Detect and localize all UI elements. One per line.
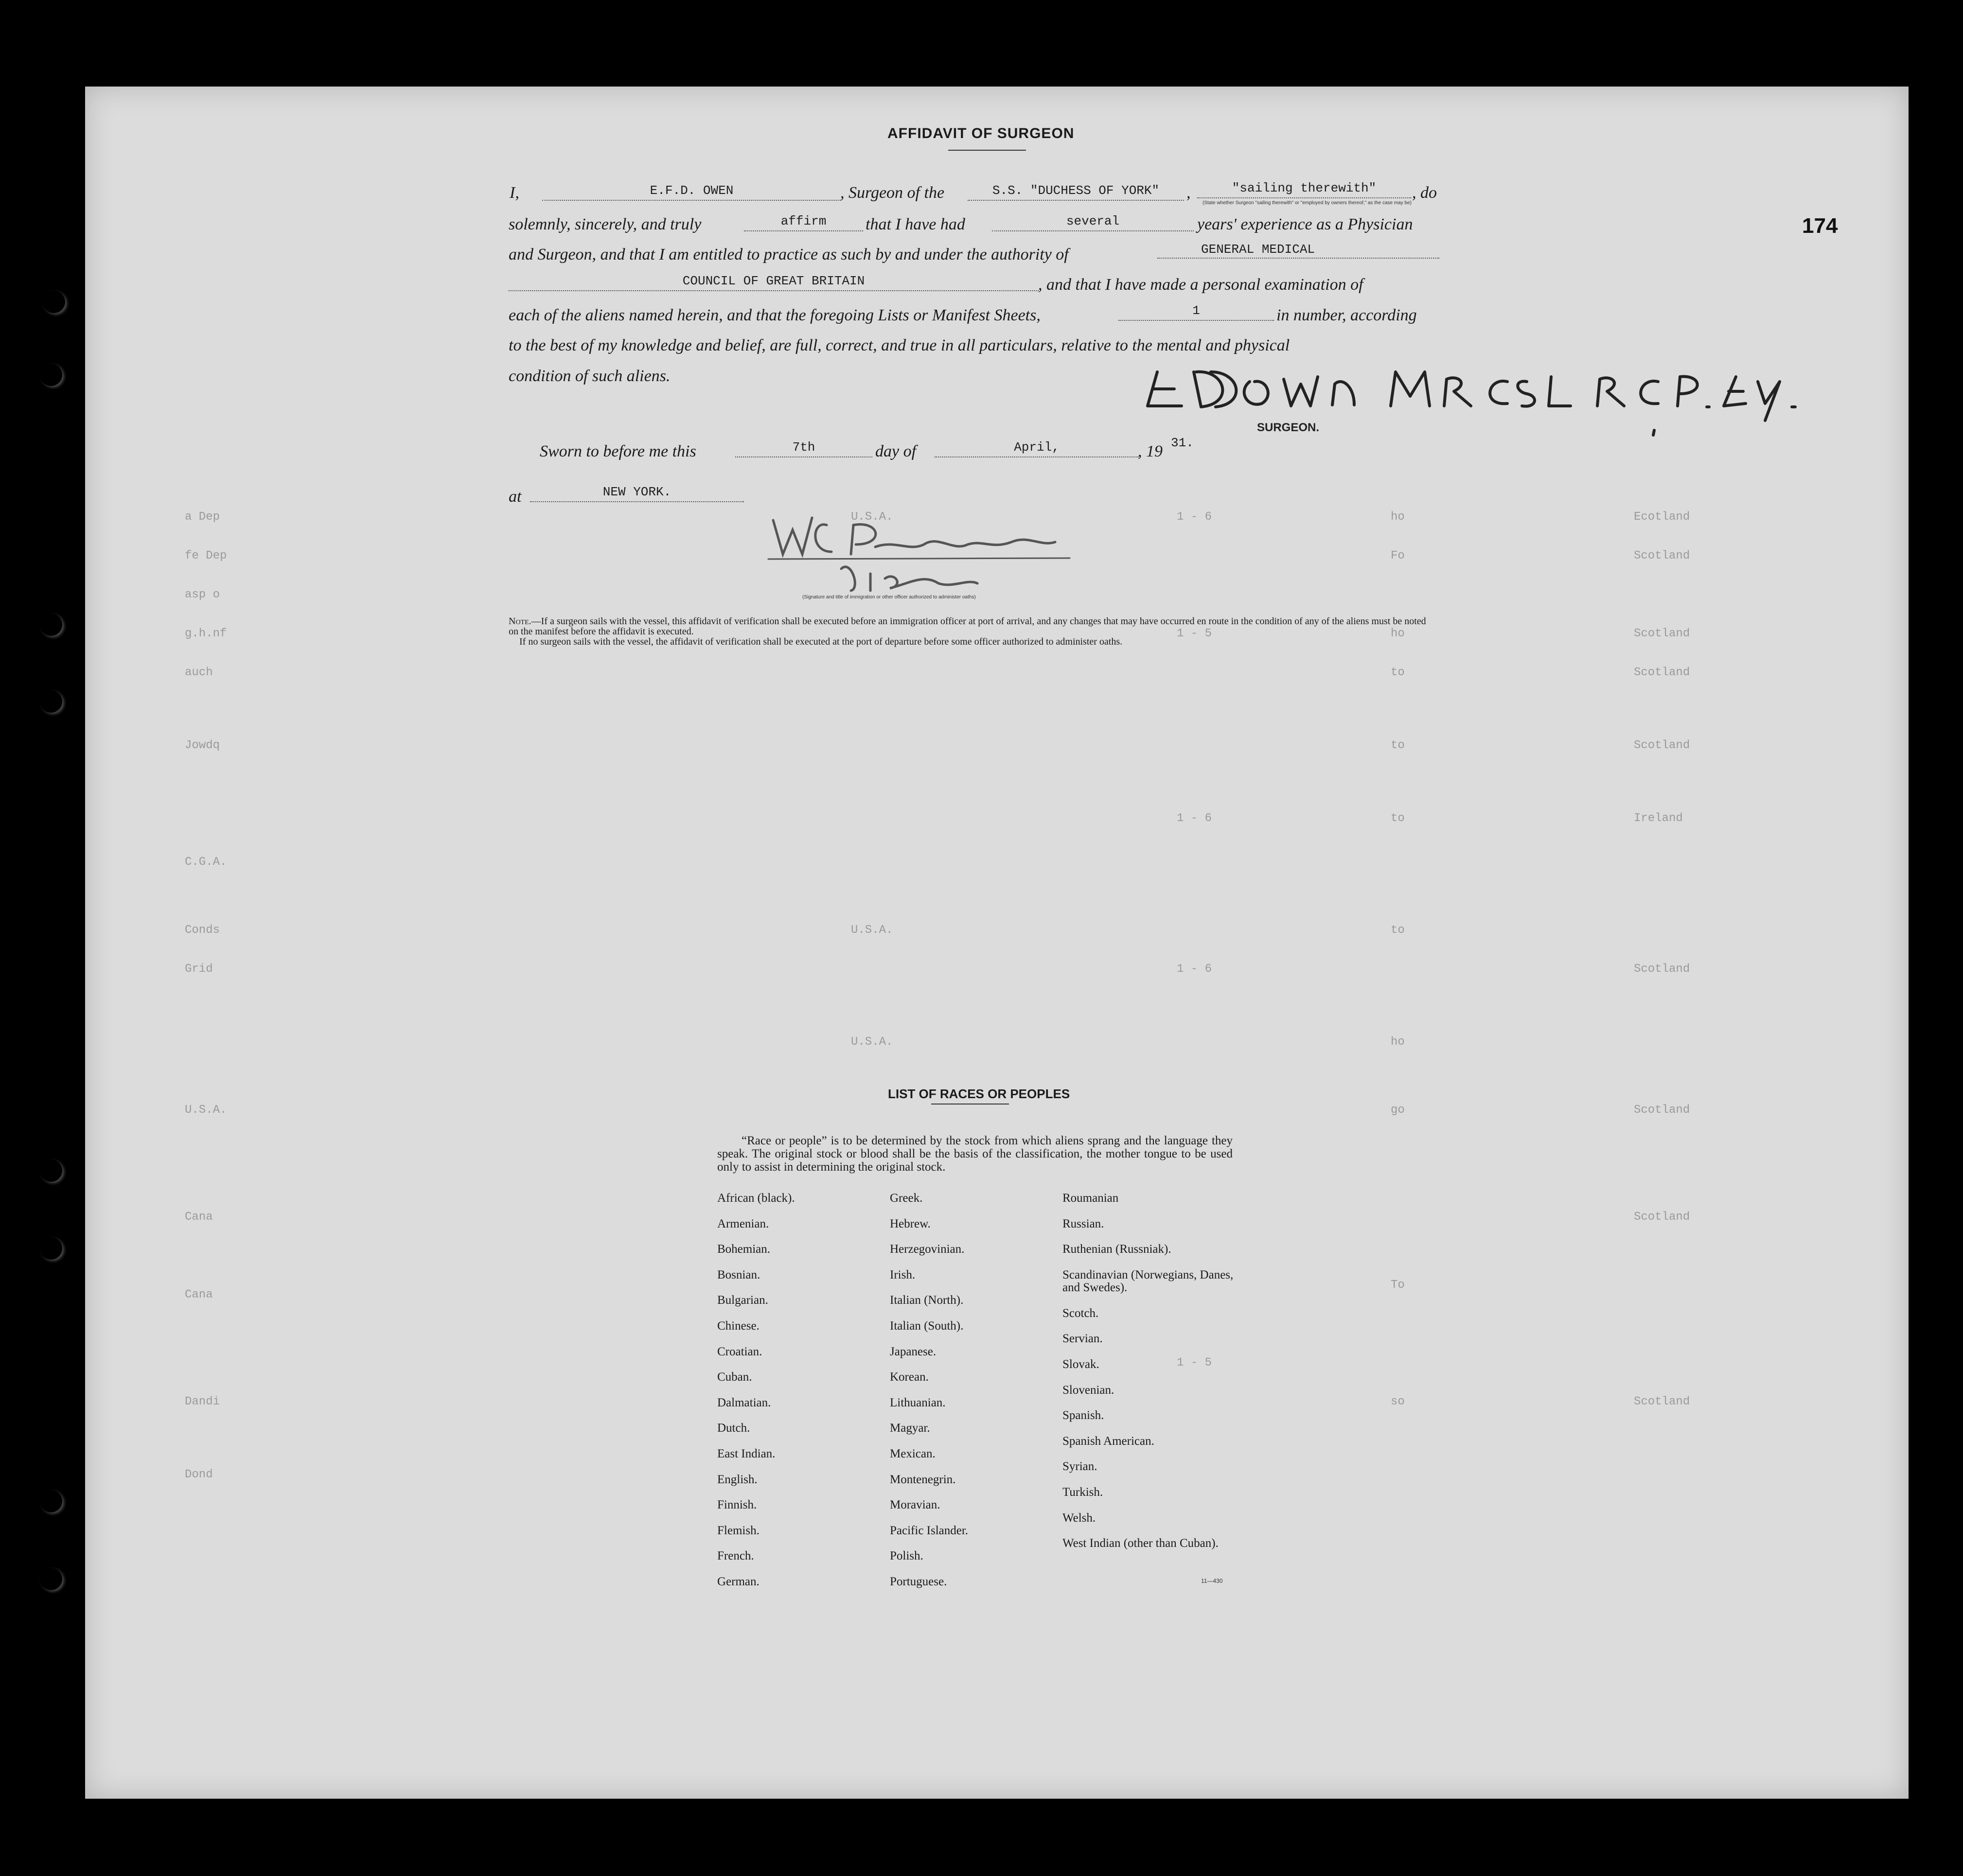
title-underline [948, 150, 1026, 151]
affidavit-text: Sworn to before me this [540, 442, 696, 460]
affidavit-text: at [509, 488, 522, 506]
surgeon-signature [1138, 362, 1799, 440]
affidavit-text: day of [875, 442, 917, 460]
authority-field-2[interactable]: COUNCIL OF GREAT BRITAIN [509, 274, 1039, 291]
races-title: LIST OF RACES OR PEOPLES [888, 1087, 1070, 1101]
affidavit-text: years' experience as a Physician [1197, 215, 1413, 233]
race-item: Greek. [890, 1192, 923, 1205]
race-item: Dutch. [717, 1421, 750, 1435]
race-item: Flemish. [717, 1524, 760, 1537]
race-item: English. [717, 1473, 758, 1486]
race-item: Irish. [890, 1268, 916, 1281]
race-item: Armenian. [717, 1217, 769, 1230]
race-item: Italian (South). [890, 1319, 964, 1332]
race-item: Dalmatian. [717, 1396, 771, 1409]
race-item: Magyar. [890, 1421, 930, 1435]
sworn-day-field[interactable]: 7th [735, 440, 872, 457]
race-item: Bulgarian. [717, 1294, 768, 1307]
form-number: 11—430 [1201, 1578, 1223, 1584]
affidavit-text: I, [510, 184, 519, 202]
sheet-count-field[interactable]: 1 [1118, 303, 1274, 321]
race-item: Polish. [890, 1549, 923, 1563]
race-item: West Indian (other than Cuban). [1062, 1537, 1219, 1550]
race-item: Ruthenian (Russniak). [1062, 1243, 1171, 1256]
years-experience-field[interactable]: several [992, 214, 1194, 231]
race-item: East Indian. [717, 1447, 776, 1460]
sworn-place-field[interactable]: NEW YORK. [530, 485, 744, 502]
races-column-3 [1062, 1192, 1247, 1563]
race-item: Italian (North). [890, 1294, 964, 1307]
race-item: French. [717, 1549, 754, 1563]
officer-signature-caption: (Signature and title of immigration or other officer authorized to administer oaths) [802, 595, 976, 600]
races-intro: “Race or people” is to be determined by the stock from which aliens sprang and the language they speak. The original stock or blood shall be the basis of the classification, the mother tongue to be used only to assist in determining the original stock. [717, 1134, 1233, 1174]
affidavit-text: solemnly, sincerely, and truly [509, 215, 702, 233]
binder-hole [40, 364, 62, 386]
affidavit-text: , do [1412, 184, 1437, 202]
affidavit-text: in number, according [1276, 306, 1417, 324]
race-item: Chinese. [717, 1319, 760, 1332]
sworn-year-field[interactable]: 31. [1171, 436, 1194, 450]
race-item: Portuguese. [890, 1575, 947, 1588]
race-item: Slovenian. [1062, 1383, 1114, 1397]
surgeon-status-field[interactable]: "sailing therewith" [1197, 181, 1411, 198]
affidavit-text: each of the aliens named herein, and that the foregoing Lists or Manifest Sheets, [509, 306, 1041, 324]
race-item: Korean. [890, 1370, 929, 1384]
sworn-month-field[interactable]: April, [935, 440, 1139, 457]
race-item: Spanish. [1062, 1409, 1104, 1422]
officer-signature [763, 506, 1104, 603]
race-item: Croatian. [717, 1345, 762, 1358]
race-item: German. [717, 1575, 760, 1588]
race-item: Lithuanian. [890, 1396, 946, 1409]
race-item: Cuban. [717, 1370, 752, 1384]
race-item: Scandinavian (Norwegians, Danes, and Swedes). [1062, 1268, 1234, 1294]
race-item: African (black). [717, 1192, 795, 1205]
binder-hole [40, 690, 62, 713]
surgeon-name-field[interactable]: E.F.D. OWEN [542, 183, 841, 201]
oath-type-field[interactable]: affirm [744, 214, 863, 231]
binder-hole [43, 291, 65, 313]
race-item: Servian. [1062, 1332, 1103, 1346]
race-item: Slovak. [1062, 1357, 1099, 1371]
race-item: Herzegovinian. [890, 1243, 965, 1256]
race-item: Montenegrin. [890, 1473, 956, 1486]
affidavit-text: , and that I have made a personal examination of [1038, 276, 1363, 294]
race-item: Spanish American. [1062, 1434, 1154, 1448]
binder-hole [40, 614, 62, 636]
affidavit-text: to the best of my knowledge and belief, are full, correct, and true in all particulars, relative to the mental and physical [509, 336, 1290, 354]
race-item: Japanese. [890, 1345, 937, 1358]
race-item: Russian. [1062, 1217, 1104, 1230]
race-item: Hebrew. [890, 1217, 931, 1230]
race-item: Turkish. [1062, 1485, 1103, 1499]
binder-hole [40, 1568, 62, 1590]
ship-name-field[interactable]: S.S. "DUCHESS OF YORK" [968, 183, 1184, 201]
race-item: Mexican. [890, 1447, 936, 1460]
binder-hole [40, 1490, 62, 1512]
authority-field-1[interactable]: GENERAL MEDICAL [1157, 242, 1439, 259]
race-item: Bohemian. [717, 1243, 771, 1256]
affidavit-text: that I have had [866, 215, 965, 233]
affidavit-text: and Surgeon, and that I am entitled to practice as such by and under the authority of [509, 245, 1069, 263]
note-text-1: —If a surgeon sails with the vessel, this affidavit of verification shall be executed before an immigration officer at port of arrival, and any changes that may have occurred en route in the condition of any of the aliens must be noted on the manifest before the affidavit is executed. [509, 616, 1426, 637]
note-text-2: If no surgeon sails with the vessel, the affidavit of verification shall be executed at the port of departure before some officer authorized to administer oaths. [519, 636, 1123, 647]
binder-hole [40, 1159, 62, 1182]
status-instruction: (State whether Surgeon "sailing therewith" or "employed by owners thereof," as the case may be) [1203, 200, 1412, 206]
race-item: Roumanian [1062, 1192, 1119, 1205]
races-title-underline [931, 1104, 1009, 1105]
page-number: 174 [1802, 214, 1838, 238]
race-item: Bosnian. [717, 1268, 760, 1281]
affidavit-note [509, 616, 1437, 647]
affidavit-text: , 19 [1138, 442, 1163, 460]
race-item: Finnish. [717, 1498, 757, 1512]
race-item: Syrian. [1062, 1460, 1097, 1473]
races-column-1 [717, 1192, 795, 1601]
race-item: Welsh. [1062, 1511, 1096, 1525]
affidavit-text: condition of such aliens. [509, 367, 671, 385]
affidavit-text: , [1186, 184, 1191, 202]
binder-hole [40, 1237, 62, 1260]
race-item: Scotch. [1062, 1306, 1099, 1320]
race-item: Pacific Islander. [890, 1524, 969, 1537]
note-lead: Note. [509, 616, 531, 627]
affidavit-text: , Surgeon of the [840, 184, 945, 202]
race-item: Moravian. [890, 1498, 940, 1512]
races-column-2 [890, 1192, 968, 1601]
affidavit-title: AFFIDAVIT OF SURGEON [887, 125, 1075, 141]
surgeon-signature-label: SURGEON. [1257, 421, 1320, 434]
